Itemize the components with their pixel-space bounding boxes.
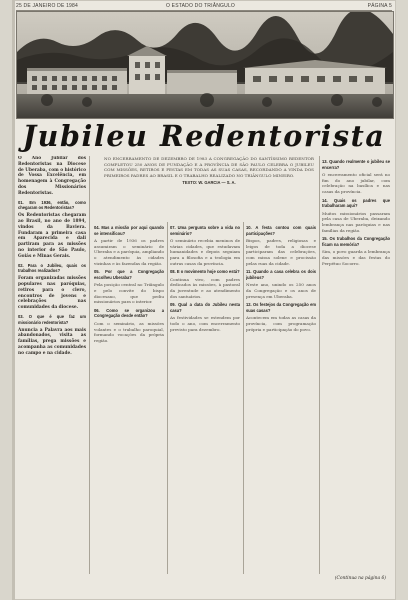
byline: TEXTO: W. GARCIA — S. A.: [182, 180, 236, 186]
column-3: [170, 222, 240, 574]
photo-seminary-buildings: [16, 11, 394, 119]
answer: Foram organizadas missões populares nas paróquias, retiros para o clero, encontros de jovens e celebrações nas comunidades da diocese.: [18, 276, 86, 311]
column-rule: [319, 156, 320, 574]
column-5: [322, 156, 390, 574]
question: 03. O que é que faz um missionário redentorista?: [18, 313, 86, 325]
answer: As festividades se estendem por todo o ano, com encerramento previsto para dezembro.: [170, 315, 240, 332]
column-4: [246, 222, 316, 574]
newspaper-name: O ESTADO DO TRIÂNGULO: [166, 3, 236, 9]
answer: Sim, o povo guarda a lembrança das missões e das festas do Perpétuo Socorro.: [322, 249, 390, 266]
running-head: [16, 2, 392, 11]
issue-date: 25 DE JANEIRO DE 1984: [16, 3, 79, 9]
page-fold: [12, 0, 15, 600]
question: 14. Quais os padres que trabalharam aqui?: [322, 197, 390, 209]
answer: Pela posição central no Triângulo e pelo convite do bispo diocesano, que pediu missionários para o interior.: [94, 282, 164, 305]
question: 05. Por que a Congregação escolheu Uberaba?: [94, 269, 164, 280]
question: 01. Em 1936, então, como chegaram os Redentoristas?: [18, 199, 86, 211]
newspaper-page: [12, 0, 396, 600]
headline: Jubileu Redentorista: [22, 119, 386, 153]
center-intro-text: NO ENCERRAMENTO DE DEZEMBRO DE 1983 A CONGREGAÇÃO DO SANTÍSSIMO REDENTOR COMPLETOU 250 ANOS DE FUNDAÇÃO E A PROVÍNCIA DE SÃO PAULO CELEBRA O JUBILEU COM MISSÕES, RETIROS E FESTAS EM TODAS AS SUAS CASAS, RECORDANDO A VINDA DOS PRIMEIROS PADRES AO BRASIL E O TRABALHO REALIZADO NO TRIÂNGULO MINEIRO.: [104, 156, 314, 178]
column-rule: [243, 222, 244, 574]
question: 08. E o movimento hoje como está?: [170, 269, 240, 275]
column-rule: [89, 156, 90, 574]
question: 02. Para o Jubileu, quais os trabalhos realizados?: [18, 262, 86, 274]
answer: Muitos missionários passaram pela casa de Uberaba, deixando lembrança nas paróquias e nas famílias da região.: [322, 210, 390, 233]
answer: Continua vivo, com padres dedicados às missões, à pastoral da juventude e ao atendimento dos santuários.: [170, 276, 240, 299]
question: 12. Os festejos da Congregação em suas casas?: [246, 302, 316, 313]
question: 04. Mas a missão por aqui quando se intensificou?: [94, 225, 164, 236]
answer: Neste ano, unindo os 250 anos da Congregação e os anos de presença em Uberaba.: [246, 282, 316, 299]
answer: Acontecem em todas as casas da província, com programação própria e participação do povo.: [246, 315, 316, 332]
question: 10. A festa contou com quais participações?: [246, 225, 316, 236]
answer: Os Redentoristas chegaram ao Brasil, no ano de 1894, vindos da Baviera. Fundaram a primeira casa em Aparecida e dali partiram para as missões no interior de São Paulo, Goiás e Minas Gerais.: [18, 213, 86, 259]
center-intro: [104, 156, 314, 216]
column-2: [94, 222, 164, 574]
question: 06. Como se organizou a Congregação desde então?: [94, 307, 164, 319]
question: 15. Os trabalhos da Congregação ficam na memória?: [322, 236, 390, 247]
question: 13. Quando realmente o jubileu se encerra?: [322, 159, 390, 170]
column-rule: [167, 222, 168, 574]
intro-paragraph: O Ano Jubilar dos Redentoristas na Diocese de Uberaba, com o histórico de Vossa Excelência, em homenagem à Congregação dos Missionários Redentoristas.: [18, 156, 86, 196]
page-number: PÁGINA 5: [367, 3, 392, 9]
answer: Anuncia a Palavra aos mais abandonados, visita as famílias, prega missões e acompanha as comunidades no campo e na cidade.: [18, 327, 86, 356]
question: 07. Uma pergunta sobre a vida no seminário?: [170, 225, 240, 236]
continued-note: (Continua na página 6): [334, 576, 386, 581]
answer: A partir de 1936 os padres assumiram o seminário de Uberaba e a paróquia, ampliando o atendimento às cidades vizinhas e às fazendas da região.: [94, 238, 164, 266]
column-1: [18, 156, 86, 574]
answer: O seminário recebia meninos de várias cidades, que estudavam humanidades e depois seguiam para a filosofia e a teologia em outras casas da província.: [170, 238, 240, 266]
answer: O encerramento oficial será no fim do ano jubilar, com celebração na basílica e nas casas da província.: [322, 172, 390, 194]
answer: Bispos, padres, religiosas e leigos de toda a diocese participaram das celebrações, com missa solene e procissão pelas ruas da cidade.: [246, 238, 316, 266]
answer: Com o seminário, as missões volantes e o trabalho paroquial, formando vocações da própria região.: [94, 320, 164, 343]
question: 09. Qual a data do Jubileu nesta casa?: [170, 302, 240, 313]
question: 11. Quando a casa celebra os dois jubileus?: [246, 269, 316, 280]
